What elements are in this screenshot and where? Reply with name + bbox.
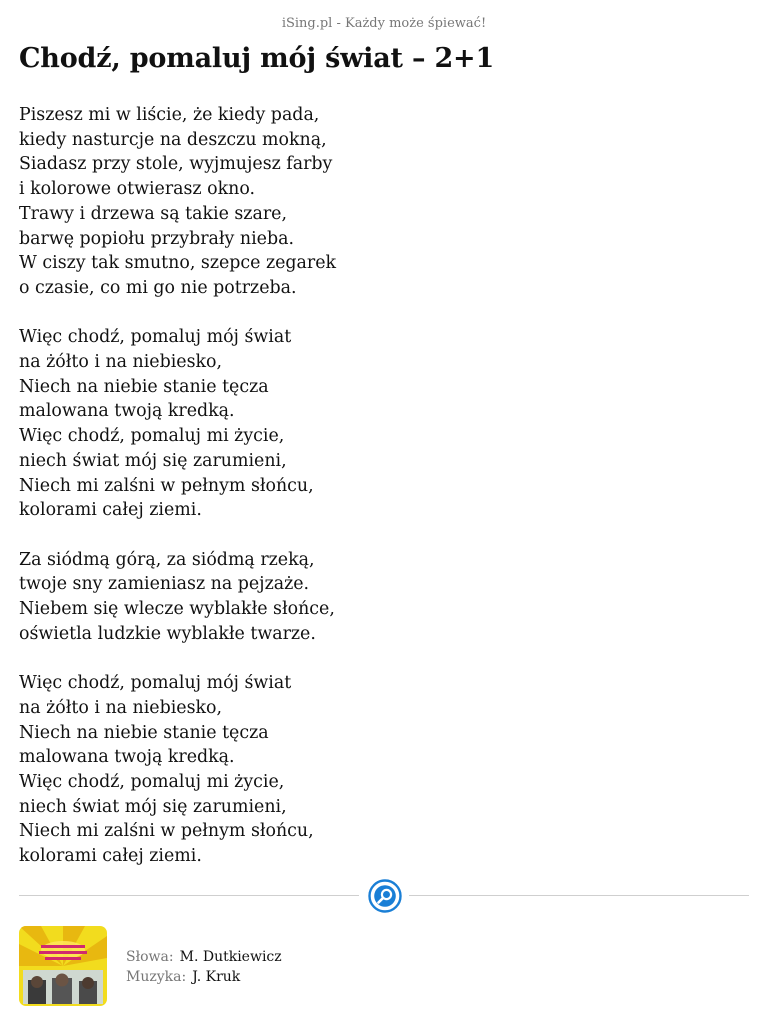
lyric-line: oświetla ludzkie wyblakłe twarze.: [19, 623, 316, 644]
site-header: iSing.pl - Każdy może śpiewać!: [281, 16, 487, 31]
lyric-line: na żółto i na niebiesko,: [19, 352, 223, 373]
lyric-line: Niech mi zalśni w pełnym słońcu,: [19, 475, 314, 496]
logo-inner-disc: [374, 885, 396, 907]
lyric-line: Niebem się wlecze wyblakłe słońce,: [19, 599, 335, 620]
lyric-line: i kolorowe otwierasz okno.: [19, 179, 256, 200]
lyric-line: twoje sny zamieniasz na pejzaże.: [19, 574, 310, 595]
credit-value: M. Dutkiewicz: [179, 949, 282, 965]
lyric-line: Za siódmą górą, za siódmą rzeką,: [19, 549, 315, 570]
lyric-line: Niech na niebie stanie tęcza: [19, 376, 269, 397]
lyric-line: kiedy nasturcje na deszczu mokną,: [19, 129, 327, 150]
lyric-line: Niech na niebie stanie tęcza: [19, 722, 269, 743]
lyric-line: malowana twoją kredką.: [19, 401, 235, 422]
lyric-line: na żółto i na niebiesko,: [19, 697, 223, 718]
lyric-line: niech świat mój się zarumieni,: [19, 450, 287, 471]
lyric-line: Więc chodź, pomaluj mi życie,: [19, 771, 285, 792]
ising-logo-icon: [368, 879, 402, 913]
stanza: [19, 103, 439, 301]
album-cover: [19, 926, 107, 1006]
lyric-line: niech świat mój się zarumieni,: [19, 796, 287, 817]
credit-row-music: [126, 968, 282, 988]
stanza: [19, 325, 439, 523]
footer-divider-right: [409, 895, 749, 896]
lyric-line: Niech mi zalśni w pełnym słońcu,: [19, 821, 314, 842]
credit-row-lyrics: [126, 948, 282, 968]
lyric-line: malowana twoją kredką.: [19, 747, 235, 768]
lyrics: [19, 103, 439, 893]
lyric-line: W ciszy tak smutno, szepce zegarek: [19, 253, 337, 274]
credit-value: J. Kruk: [192, 968, 241, 985]
credits: [126, 948, 282, 987]
credit-label: Słowa:: [126, 949, 174, 965]
lyric-line: kolorami całej ziemi.: [19, 846, 202, 867]
lyric-line: Piszesz mi w liście, że kiedy pada,: [19, 105, 320, 125]
lyric-line: Trawy i drzewa są takie szare,: [19, 203, 287, 224]
stanza: [19, 548, 439, 647]
lyric-line: Więc chodź, pomaluj mój świat: [19, 673, 292, 694]
lyric-line: kolorami całej ziemi.: [19, 500, 202, 521]
footer-divider-left: [19, 895, 359, 896]
song-title: Chodź, pomaluj mój świat – 2+1: [19, 43, 495, 74]
stanza: [19, 671, 439, 869]
lyric-line: Więc chodź, pomaluj mi życie,: [19, 426, 285, 447]
lyric-line: Więc chodź, pomaluj mój świat: [19, 327, 292, 348]
lyric-line: barwę popiołu przybrały nieba.: [19, 228, 294, 249]
credit-label: Muzyka:: [126, 968, 187, 985]
lyric-line: Siadasz przy stole, wyjmujesz farby: [19, 154, 333, 175]
lyric-line: o czasie, co mi go nie potrzeba.: [19, 277, 297, 298]
